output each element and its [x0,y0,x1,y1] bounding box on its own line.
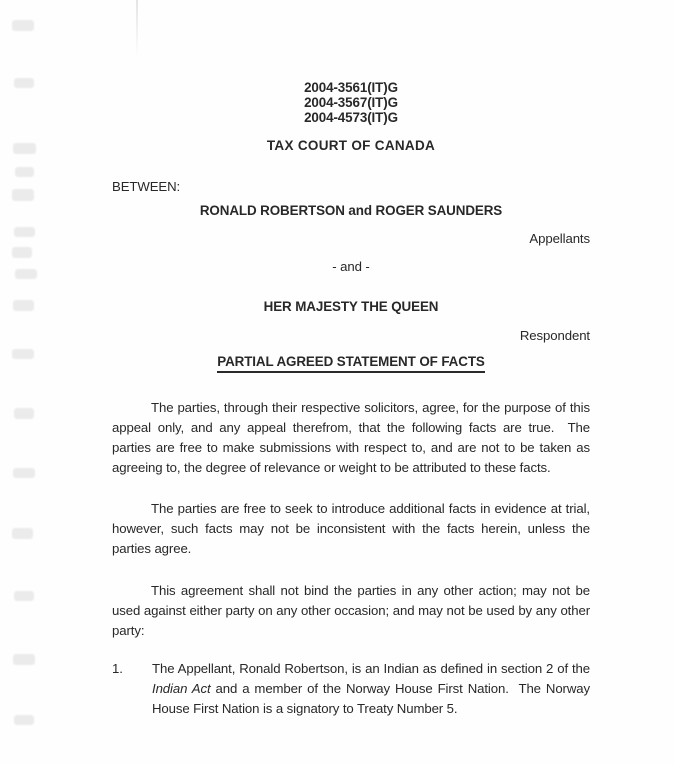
item-text-segment: and a member of the Norway House First Nation. The Norway House First Nation is a signatory to Treaty Number 5. [152,681,594,716]
item-number: 1. [112,661,123,676]
case-numbers [112,80,590,125]
respondent-name: HER MAJESTY THE QUEEN [263,299,439,314]
document-title [112,353,590,373]
between-label: BETWEEN: [112,179,181,194]
case-number: 2004-3567(IT)G [304,95,398,110]
case-number: 2004-4573(IT)G [304,110,398,125]
appellant-names: RONALD ROBERTSON and ROGER SAUNDERS [199,203,503,218]
numbered-item-1 [112,659,594,719]
scan-smudge [15,167,34,177]
scan-smudge [12,528,33,539]
scan-smudge [13,143,36,154]
scan-smudge [12,189,34,201]
case-number: 2004-3561(IT)G [304,80,398,95]
scan-smudge [15,269,37,279]
scan-smudge [14,78,34,88]
scan-smudge [14,227,35,237]
respondent-role-label: Respondent [519,328,590,343]
scan-smudge [13,300,34,311]
item-text [152,659,594,719]
appellants-role-label: Appellants [529,231,590,246]
scan-smudge [14,591,34,601]
item-text-italic: Indian Act [152,681,211,696]
paragraph-3: This agreement shall not bind the parties in any other action; may not be used against either party on any other occasion; and may not be used by any other party: [112,583,594,638]
scan-smudge [13,468,35,478]
scan-smudge [12,20,34,31]
court-title: TAX COURT OF CANADA [266,138,436,153]
scan-smudge [13,654,35,665]
paragraph-2: The parties are free to seek to introduce additional facts in evidence at trial, however, such facts may not be inconsistent with the facts herein, unless the parties agree. [112,501,594,556]
document-body [112,80,594,719]
item-text-segment: The Appellant, Ronald Robertson, is an Indian as defined in section 2 of the [152,661,594,676]
scan-smudge [14,715,34,725]
and-separator: - and - [332,259,370,274]
scan-smudge [12,349,34,359]
scan-smudge [14,408,34,419]
paragraph-1: The parties, through their respective solicitors, agree, for the purpose of this appeal only, and any appeal therefrom, that the following facts are true. The parties are free to make submissions with respect to, and are not to be taken as agreeing to, the degree of relevance or weight to be attributed to these facts. [112,400,594,475]
document-title-text: PARTIAL AGREED STATEMENT OF FACTS [217,353,485,373]
scan-line-artifact [136,0,138,58]
scan-smudge [12,247,32,258]
